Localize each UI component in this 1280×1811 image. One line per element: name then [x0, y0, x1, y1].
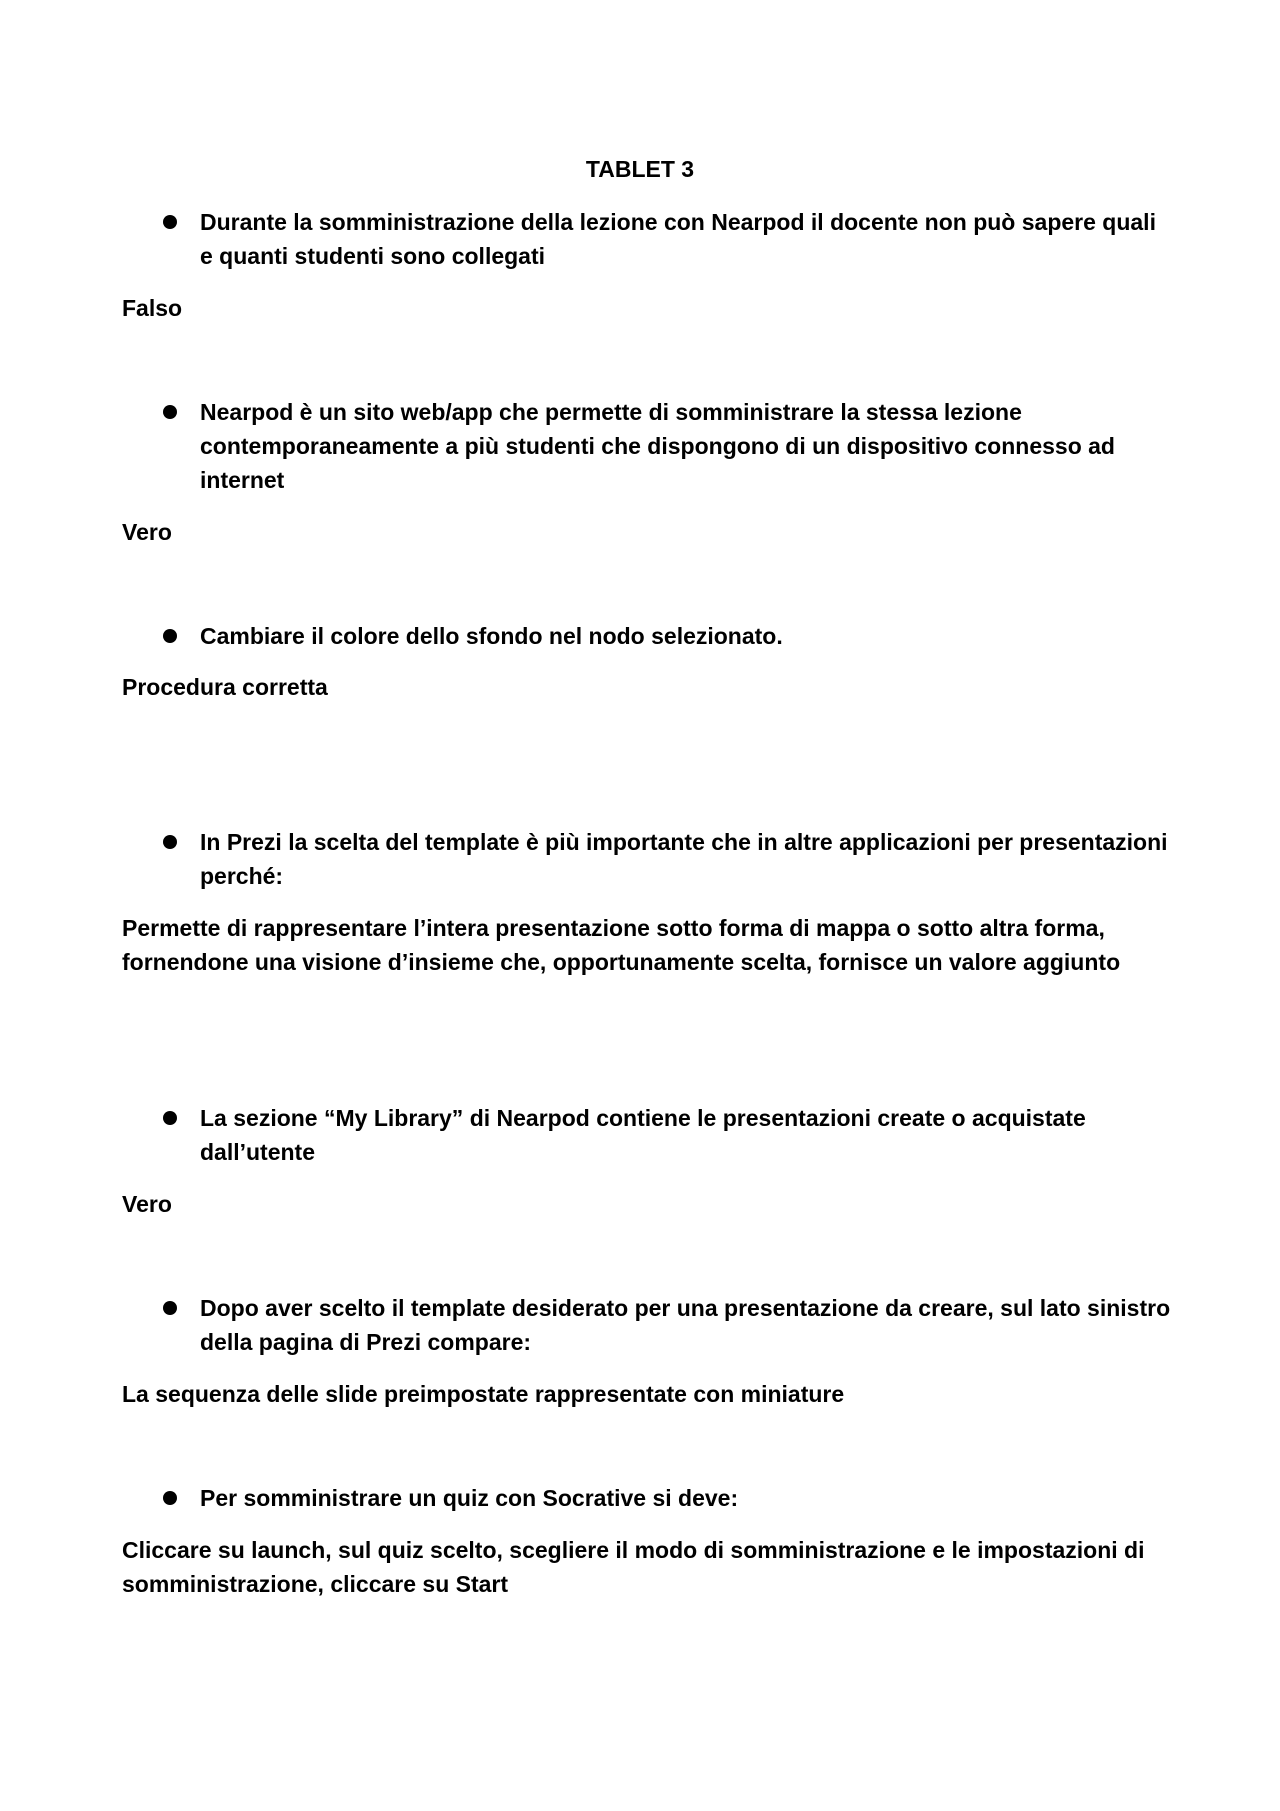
question-3: Cambiare il colore dello sfondo nel nodo selezionato.: [200, 623, 783, 649]
page-title: TABLET 3: [585, 156, 695, 182]
bullet-icon: [163, 1491, 177, 1505]
bullet-icon: [163, 1111, 177, 1125]
bullet-icon: [163, 215, 177, 229]
bullet-icon: [163, 629, 177, 643]
question-1: Durante la somministrazione della lezione con Nearpod il docente non può sapere quali e quanti studenti sono collegati: [200, 209, 1156, 269]
answer-3: Procedura corretta: [122, 674, 328, 700]
answer-1: Falso: [122, 295, 183, 321]
question-7: Per somministrare un quiz con Socrative si deve:: [200, 1485, 739, 1511]
answer-7: Cliccare su launch, sul quiz scelto, scegliere il modo di somministrazione e le impostazioni di somministrazione, cliccare su Start: [122, 1537, 1145, 1597]
question-6: Dopo aver scelto il template desiderato per una presentazione da creare, sul lato sinistro della pagina di Prezi compare:: [200, 1295, 1171, 1355]
answer-5: Vero: [122, 1191, 172, 1217]
bullet-icon: [163, 405, 177, 419]
question-4: In Prezi la scelta del template è più importante che in altre applicazioni per presentazioni perché:: [200, 829, 1168, 889]
bullet-icon: [163, 1301, 177, 1315]
question-5: La sezione “My Library” di Nearpod contiene le presentazioni create o acquistate dall’utente: [200, 1105, 1086, 1165]
answer-2: Vero: [122, 519, 172, 545]
bullet-icon: [163, 835, 177, 849]
answer-6: La sequenza delle slide preimpostate rappresentate con miniature: [122, 1381, 845, 1407]
question-2: Nearpod è un sito web/app che permette di somministrare la stessa lezione contemporaneamente a più studenti che dispongono di un dispositivo connesso ad internet: [200, 399, 1115, 493]
answer-4: Permette di rappresentare l’intera presentazione sotto forma di mappa o sotto altra forma, fornendone una visione d’insieme che, opportunamente scelta, fornisce un valore aggiunto: [122, 915, 1121, 975]
